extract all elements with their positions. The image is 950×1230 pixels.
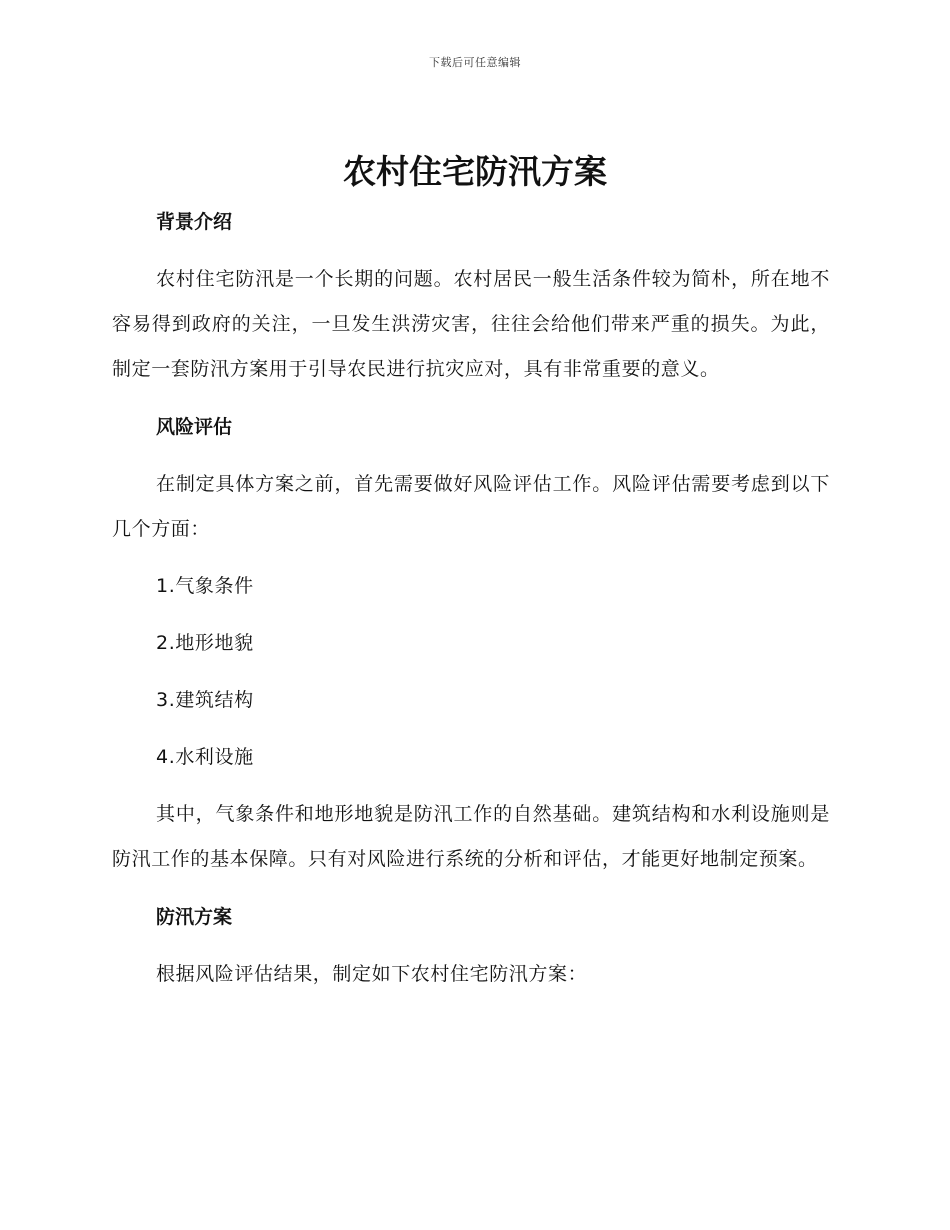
section-heading-plan: 防汛方案 bbox=[156, 906, 233, 928]
section-heading-risk: 风险评估 bbox=[156, 416, 233, 438]
document-title: 农村住宅防汛方案 bbox=[343, 152, 607, 191]
risk-intro-paragraph: 在制定具体方案之前，首先需要做好风险评估工作。风险评估需要考虑到以下几个方面： bbox=[112, 473, 830, 540]
plan-intro-paragraph: 根据风险评估结果，制定如下农村住宅防汛方案： bbox=[156, 963, 588, 985]
section-heading-background: 背景介绍 bbox=[156, 211, 233, 233]
risk-list-item: 3.建筑结构 bbox=[156, 689, 254, 711]
page-header-note: 下载后可任意编辑 bbox=[429, 56, 521, 69]
document-body bbox=[112, 200, 830, 997]
risk-summary-paragraph: 其中，气象条件和地形地貌是防汛工作的自然基础。建筑结构和水利设施则是防汛工作的基本保障。只有对风险进行系统的分析和评估，才能更好地制定预案。 bbox=[112, 803, 830, 870]
background-paragraph: 农村住宅防汛是一个长期的问题。农村居民一般生活条件较为简朴，所在地不容易得到政府的关注，一旦发生洪涝灾害，往往会给他们带来严重的损失。为此，制定一套防汛方案用于引导农民进行抗灾应对，具有非常重要的意义。 bbox=[112, 268, 830, 380]
risk-list-item: 4.水利设施 bbox=[156, 746, 254, 768]
risk-list-item: 2.地形地貌 bbox=[156, 632, 254, 654]
risk-list-item: 1.气象条件 bbox=[156, 575, 254, 597]
